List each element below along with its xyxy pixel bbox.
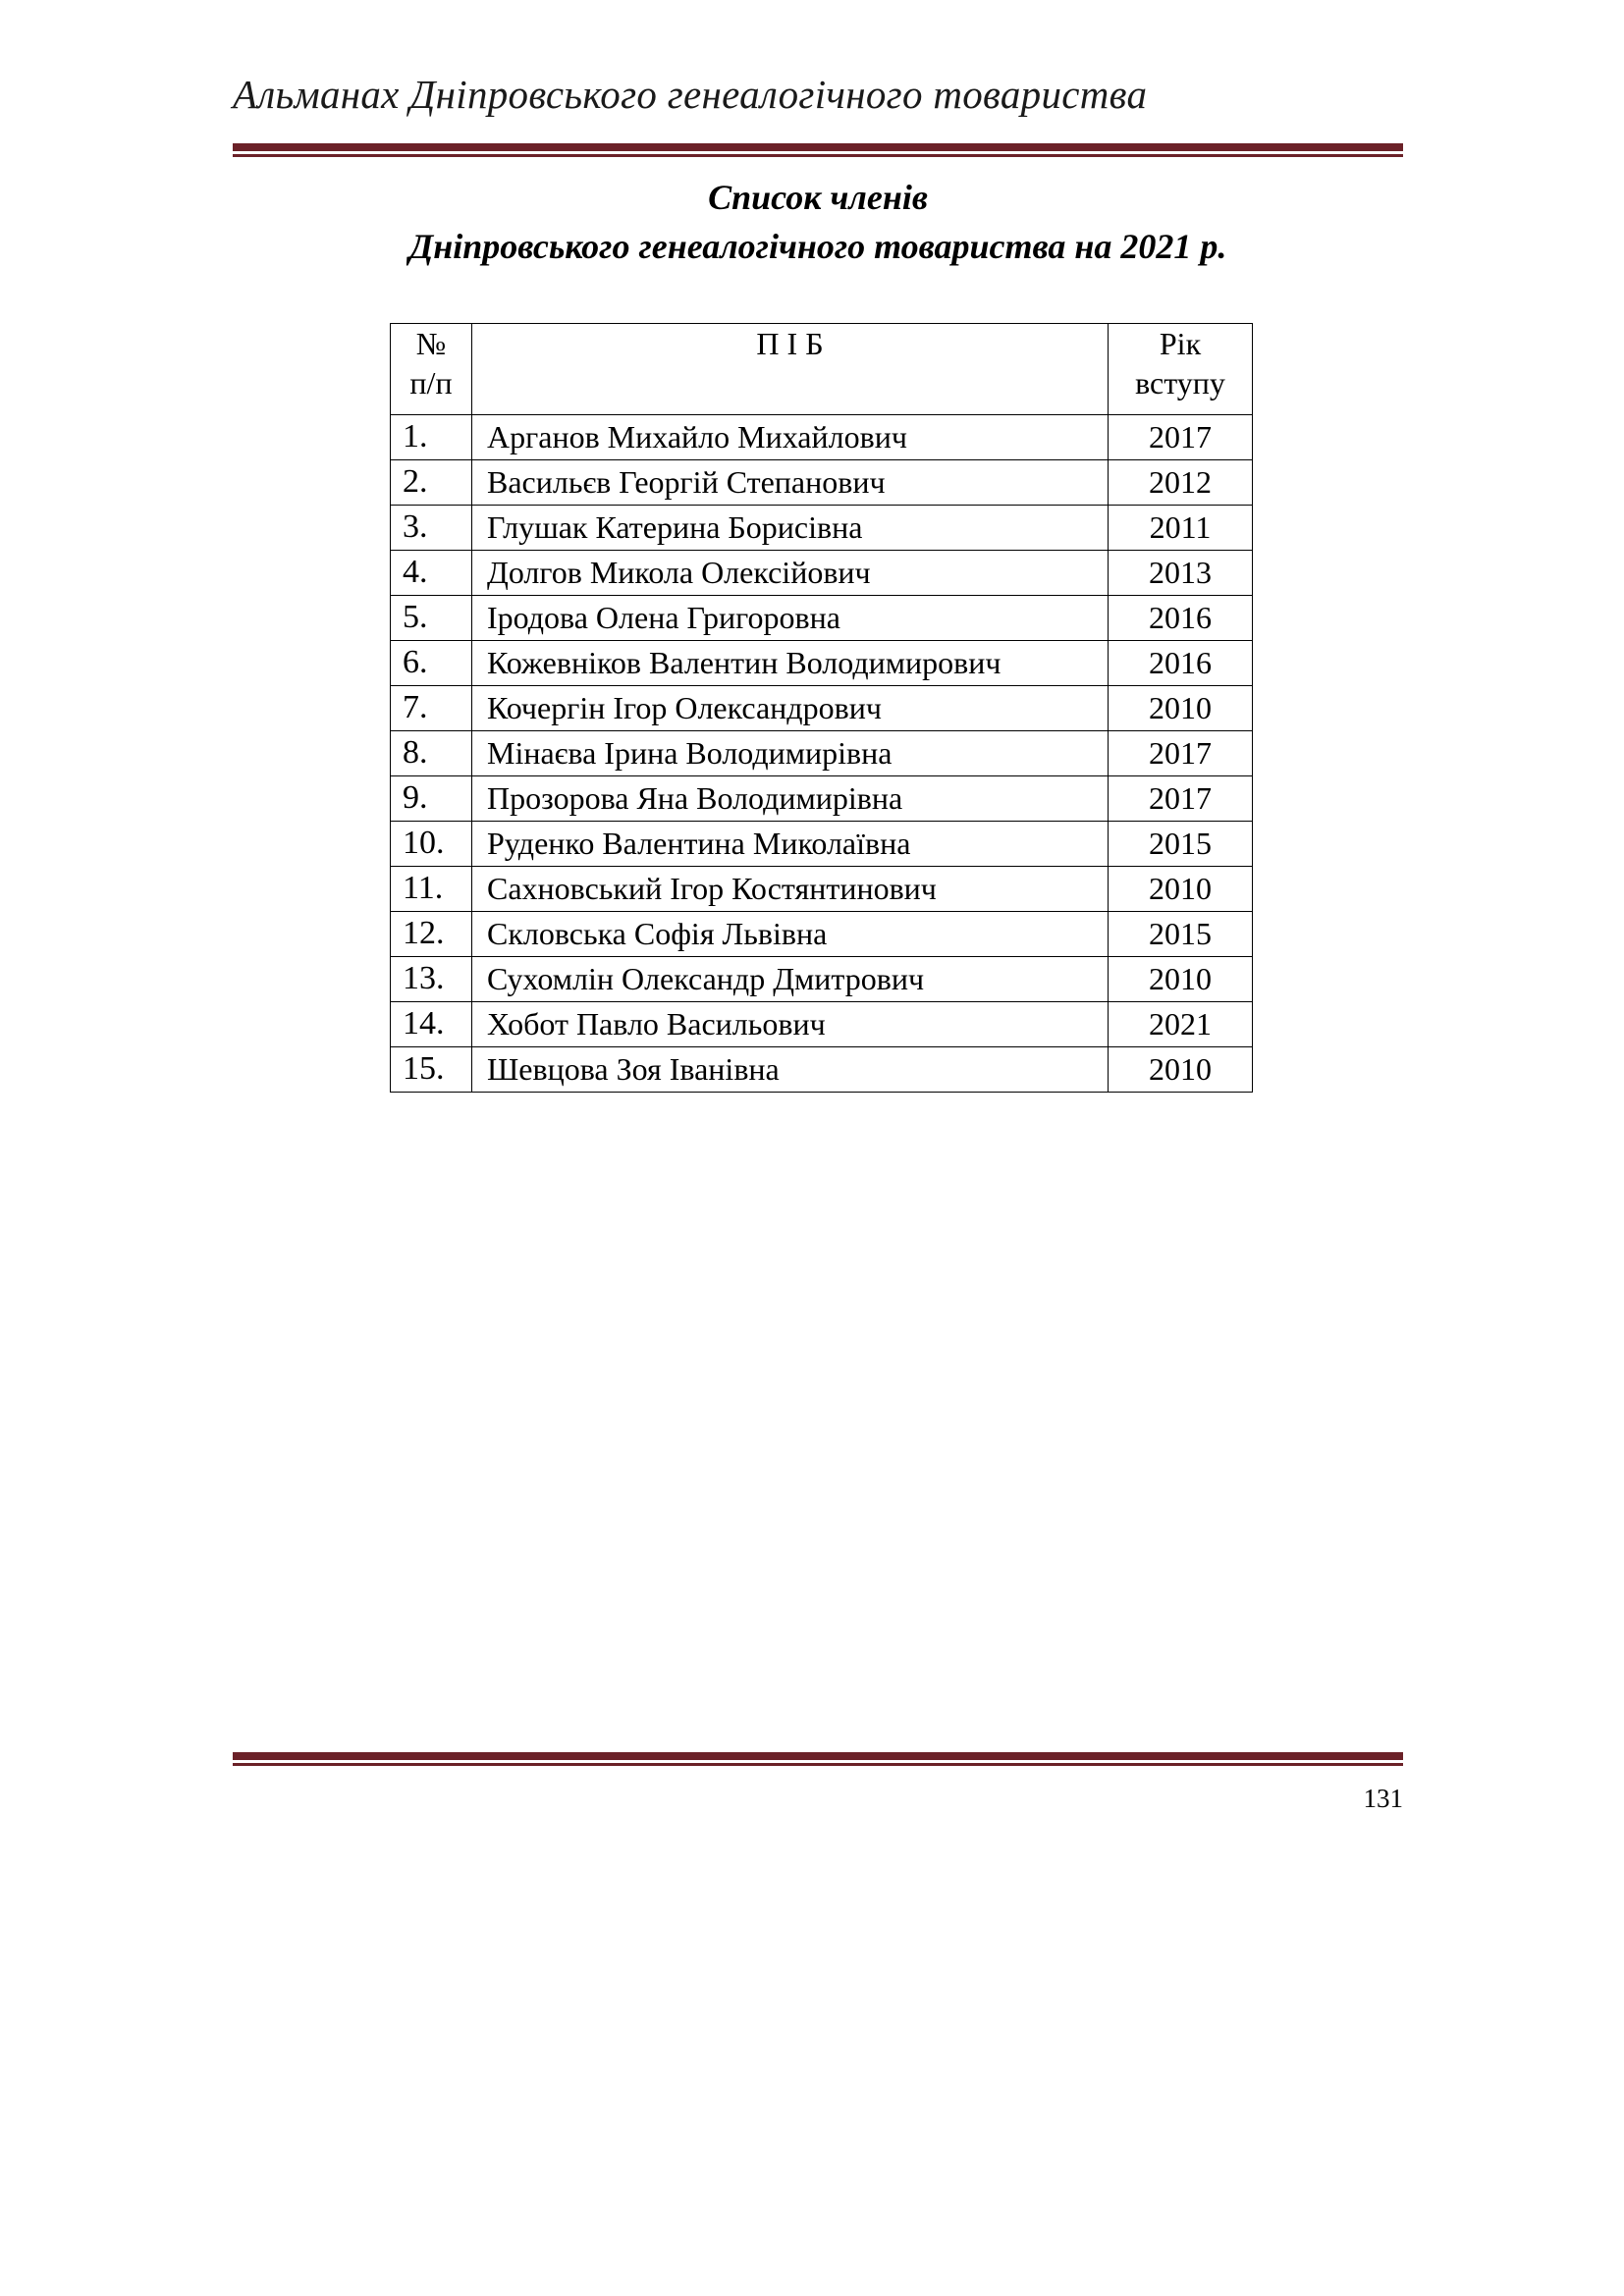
table-row — [391, 551, 1253, 596]
join-year: 2015 — [1109, 912, 1253, 957]
join-year: 2016 — [1109, 641, 1253, 686]
join-year: 2010 — [1109, 1047, 1253, 1093]
member-name: Скловська Софія Львівна — [472, 912, 1109, 957]
header-divider — [233, 143, 1403, 159]
member-name: Сахновський Ігор Костянтинович — [472, 867, 1109, 912]
document-title-line-2: Дніпровського генеалогічного товариства на 2021 р. — [408, 227, 1227, 266]
table-row — [391, 1047, 1253, 1093]
table-header-row — [391, 324, 1253, 415]
footer-divider — [233, 1752, 1403, 1768]
join-year: 2012 — [1109, 460, 1253, 506]
row-number: 4. — [391, 551, 472, 596]
table-row — [391, 506, 1253, 551]
join-year: 2013 — [1109, 551, 1253, 596]
join-year: 2015 — [1109, 822, 1253, 867]
column-header-year-line-1: Рік — [1159, 326, 1202, 361]
header-divider-thin-line — [233, 154, 1403, 157]
running-header-title: Альманах Дніпровського генеалогічного товариства — [233, 72, 1148, 117]
row-number: 14. — [391, 1002, 472, 1047]
page-number: 131 — [1363, 1784, 1403, 1813]
row-number: 8. — [391, 731, 472, 776]
row-number: 15. — [391, 1047, 472, 1093]
member-name: Руденко Валентина Миколаївна — [472, 822, 1109, 867]
join-year: 2011 — [1109, 506, 1253, 551]
row-number: 5. — [391, 596, 472, 641]
row-number: 3. — [391, 506, 472, 551]
member-name: Сухомлін Олександр Дмитрович — [472, 957, 1109, 1002]
table-row — [391, 822, 1253, 867]
row-number: 9. — [391, 776, 472, 822]
table-row — [391, 460, 1253, 506]
member-name: Васильєв Георгій Степанович — [472, 460, 1109, 506]
members-table — [390, 323, 1253, 1093]
member-name: Хобот Павло Васильович — [472, 1002, 1109, 1047]
member-name: Прозорова Яна Володимирівна — [472, 776, 1109, 822]
row-number: 13. — [391, 957, 472, 1002]
member-name: Долгов Микола Олексійович — [472, 551, 1109, 596]
join-year: 2017 — [1109, 731, 1253, 776]
member-name: Іродова Олена Григоровна — [472, 596, 1109, 641]
row-number: 11. — [391, 867, 472, 912]
table-row — [391, 686, 1253, 731]
row-number: 12. — [391, 912, 472, 957]
table-row — [391, 641, 1253, 686]
table-row — [391, 415, 1253, 460]
table-row — [391, 731, 1253, 776]
table-row — [391, 1002, 1253, 1047]
row-number: 6. — [391, 641, 472, 686]
footer-divider-thick-line — [233, 1752, 1403, 1760]
column-header-number — [391, 324, 472, 415]
member-name: Шевцова Зоя Іванівна — [472, 1047, 1109, 1093]
member-name: Кожевніков Валентин Володимирович — [472, 641, 1109, 686]
footer-divider-thin-line — [233, 1763, 1403, 1766]
join-year: 2016 — [1109, 596, 1253, 641]
column-header-name — [472, 324, 1109, 415]
member-name: Кочергін Ігор Олександрович — [472, 686, 1109, 731]
row-number: 1. — [391, 415, 472, 460]
column-header-number-line-1: № — [415, 326, 447, 361]
join-year: 2017 — [1109, 776, 1253, 822]
join-year: 2010 — [1109, 867, 1253, 912]
table-row — [391, 957, 1253, 1002]
member-name: Мінаєва Ірина Володимирівна — [472, 731, 1109, 776]
column-header-year — [1109, 324, 1253, 415]
column-header-number-line-2: п/п — [409, 365, 453, 400]
row-number: 7. — [391, 686, 472, 731]
join-year: 2010 — [1109, 957, 1253, 1002]
document-title-line-1: Список членів — [708, 178, 928, 217]
row-number: 2. — [391, 460, 472, 506]
column-header-year-line-2: вступу — [1135, 365, 1225, 400]
join-year: 2017 — [1109, 415, 1253, 460]
join-year: 2021 — [1109, 1002, 1253, 1047]
member-name: Глушак Катерина Борисівна — [472, 506, 1109, 551]
header-divider-thick-line — [233, 143, 1403, 151]
member-name: Арганов Михайло Михайлович — [472, 415, 1109, 460]
row-number: 10. — [391, 822, 472, 867]
column-header-name-label: П І Б — [756, 326, 824, 361]
table-row — [391, 776, 1253, 822]
table-row — [391, 912, 1253, 957]
table-row — [391, 867, 1253, 912]
join-year: 2010 — [1109, 686, 1253, 731]
table-row — [391, 596, 1253, 641]
